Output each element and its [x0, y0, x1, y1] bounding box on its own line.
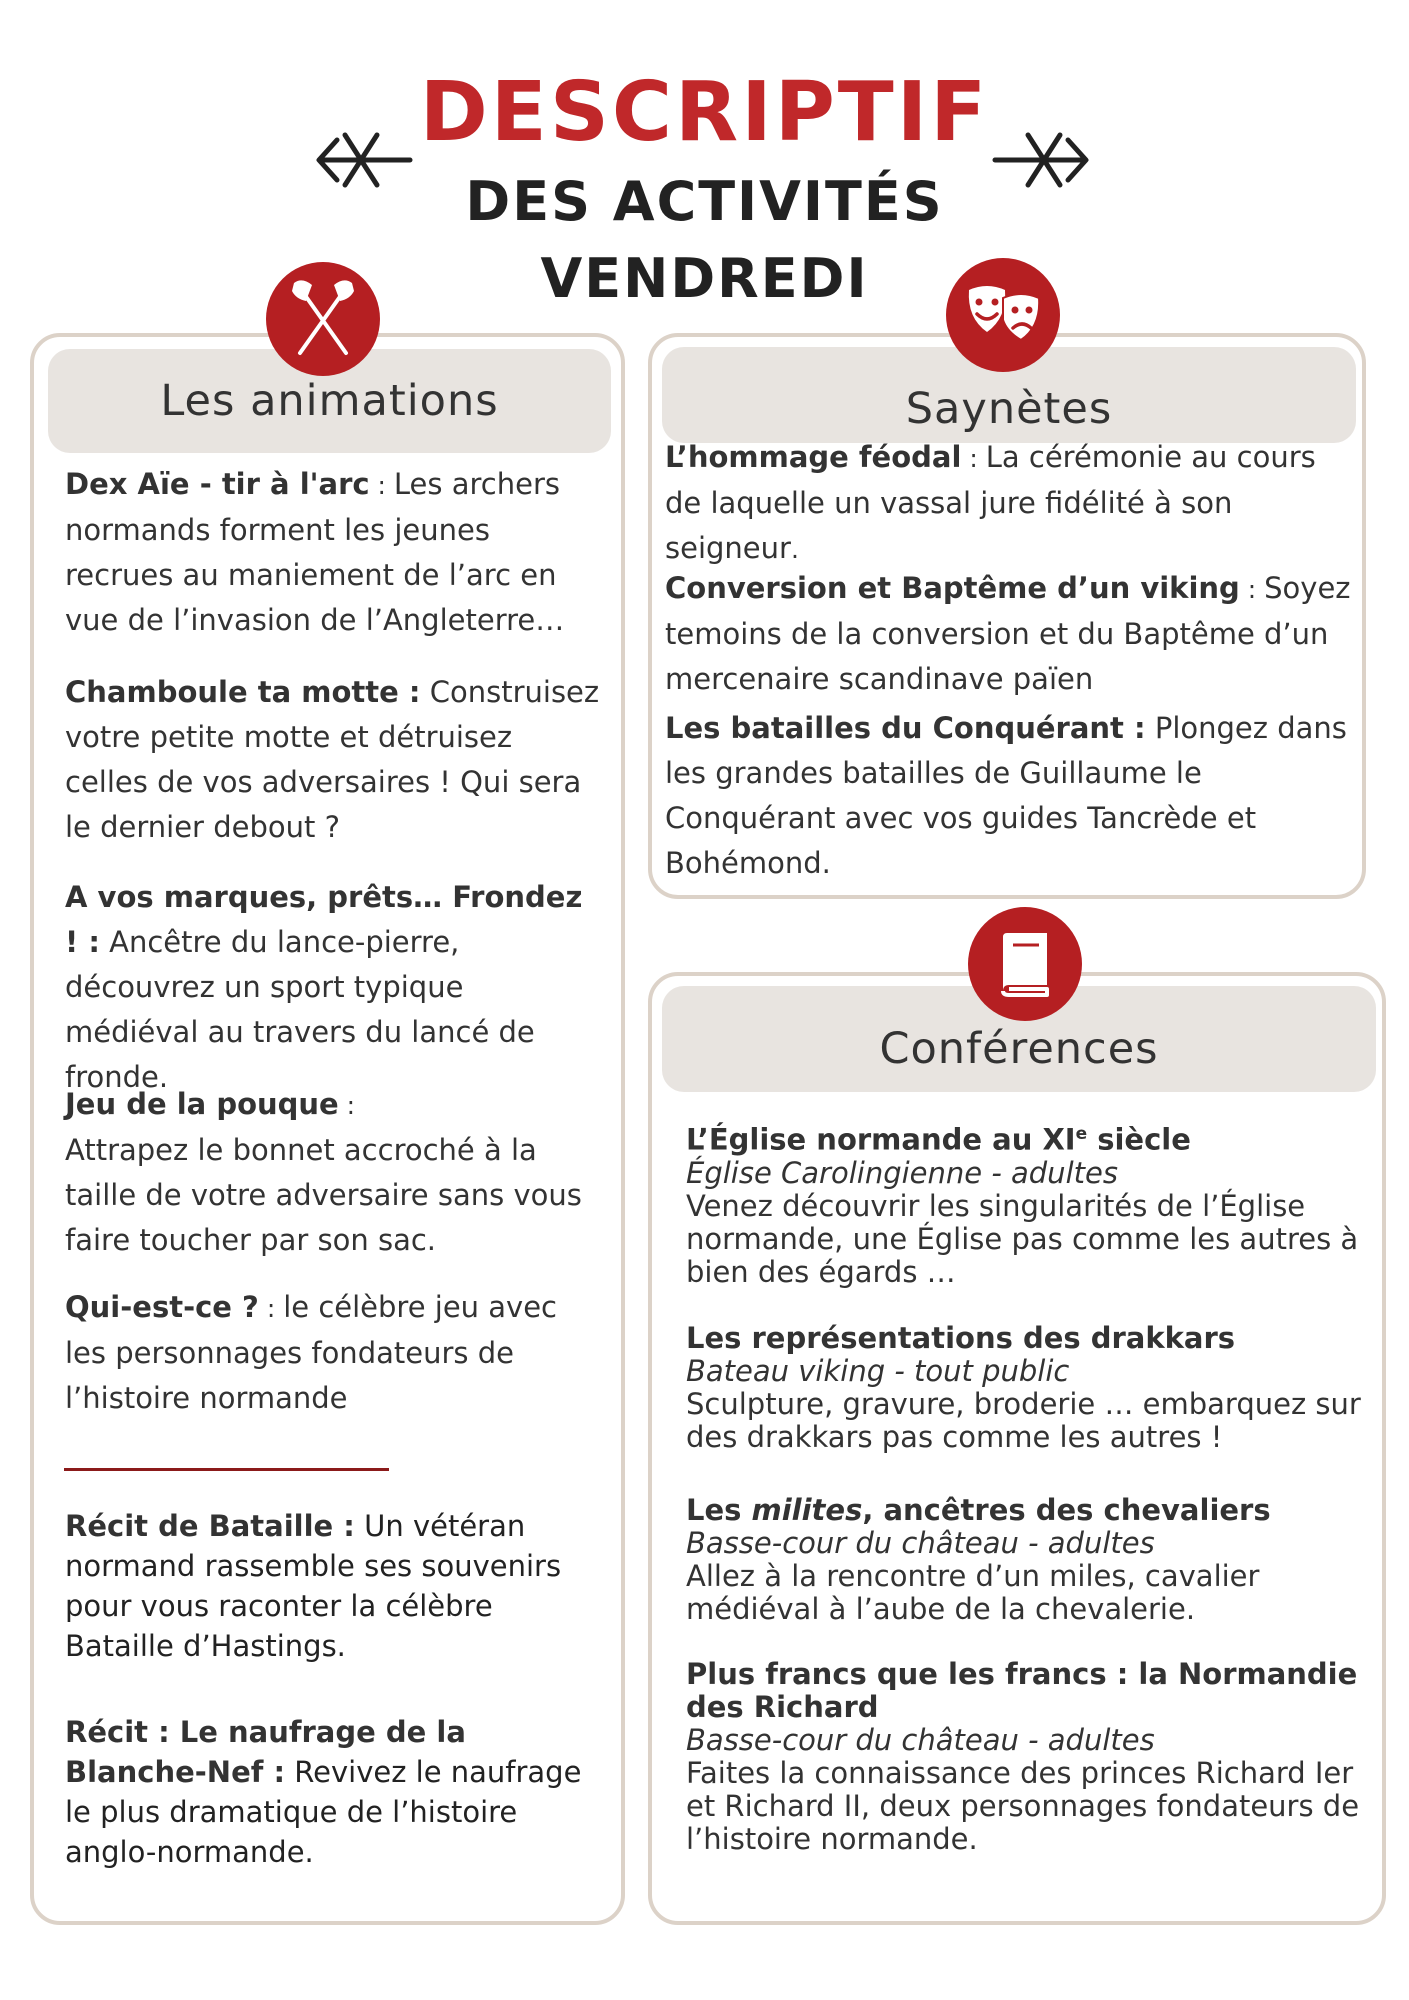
conference-item	[686, 1118, 1361, 1289]
animation-description: Attrapez le bonnet accroché à la taille de votre adversaire sans vous faire toucher par son sac.	[65, 1133, 582, 1257]
conference-subtitle: Basse-cour du château - adultes	[686, 1526, 1155, 1560]
saynete-description: La cérémonie au cours de laquelle un vassal jure fidélité à son seigneur	[665, 440, 1316, 565]
animations-heading: Les animations	[48, 349, 611, 453]
animation-item: Qui-est-ce ? : le célèbre jeu avec les personnages fondateurs de l’histoire normande	[65, 1290, 557, 1415]
saynetes-badge	[946, 258, 1060, 372]
theater-masks-icon	[963, 280, 1043, 350]
saynete-description: Plongez dans les grandes batailles de Guillaume le Conquérant avec vos guides Tancrède et Bohémond.	[665, 711, 1347, 880]
animations-badge	[266, 262, 380, 376]
animation-description: le célèbre jeu avec les personnages fondateurs de l’histoire normande	[65, 1290, 557, 1415]
animation-title: Chamboule ta motte :	[65, 675, 421, 709]
animation-item: Jeu de la pouque : Attrapez le bonnet accroché à la taille de votre adversaire sans vous faire toucher par son sac.	[65, 1087, 582, 1257]
conferences-badge	[968, 907, 1082, 1021]
saynete-description: Soyez temoins de la conversion et du Baptême d’un mercenaire scandinave païen	[665, 571, 1351, 696]
conference-description: Faites la connaissance des princes Richard Ier et Richard II, deux personnages fondateurs de l’histoire normande.	[686, 1756, 1360, 1856]
saynete-title: L’hommage féodal	[665, 440, 962, 474]
page-title: DESCRIPTIF	[419, 65, 990, 160]
crossed-arrows-icon	[990, 125, 1090, 195]
animation-title: Récit : Le naufrage de la Blanche-Nef :	[65, 1715, 466, 1789]
page-subtitle: DES ACTIVITÉS	[465, 170, 944, 233]
conference-description: Sculpture, gravure, broderie … embarquez sur des drakkars pas comme les autres !	[686, 1387, 1361, 1454]
animation-item	[65, 1506, 600, 1666]
animation-item	[65, 1712, 600, 1872]
book-icon	[995, 931, 1055, 997]
conference-subtitle: Bateau viking - tout public	[686, 1354, 1070, 1388]
animation-item: Dex Aïe - tir à l'arc : Les archers normands forment les jeunes recrues au maniement de l’arc en vue de l’invasion de l’Angleterre…	[65, 467, 565, 637]
conference-title: Plus francs que les francs : la Normandie des Richard	[686, 1657, 1358, 1724]
conference-subtitle: Église Carolingienne - adultes	[686, 1155, 1118, 1190]
saynete-title: Les batailles du Conquérant :	[665, 711, 1146, 745]
conference-item	[686, 1658, 1361, 1856]
animation-description: Revivez le naufrage le plus dramatique de l’histoire anglo-normande.	[65, 1755, 582, 1869]
crossed-arrows-icon	[315, 125, 415, 195]
conference-title: Les représentations des drakkars	[686, 1321, 1236, 1355]
animation-description: Construisez votre petite motte et détruisez celles de vos adversaires ! Qui sera le dernier debout ?	[65, 675, 600, 844]
conferences-heading: Conférences	[662, 986, 1376, 1092]
animation-title: Dex Aïe - tir à l'arc	[65, 467, 370, 501]
conference-item	[686, 1322, 1361, 1454]
saynete-item: Conversion et Baptême d’un viking : Soyez temoins de la conversion et du Baptême d’un mercenaire scandinave païen	[665, 571, 1351, 696]
saynete-item: L’hommage féodal : La cérémonie au cours de laquelle un vassal jure fidélité à son seigneur.	[665, 440, 1316, 565]
crossed-axes-icon	[288, 279, 358, 359]
conference-title: Les milites, ancêtres des chevaliers	[686, 1493, 1271, 1527]
conference-subtitle: Basse-cour du château - adultes	[686, 1723, 1155, 1757]
saynete-item	[665, 706, 1355, 886]
saynete-title: Conversion et Baptême d’un viking	[665, 571, 1240, 605]
animation-title: Jeu de la pouque	[65, 1087, 339, 1121]
animation-description: Ancêtre du lance-pierre, découvrez un sport typique médiéval au travers du lancé de fronde.	[65, 925, 535, 1094]
section-divider	[64, 1468, 389, 1471]
conference-title: L’Église normande au XIe siècle	[686, 1122, 1191, 1157]
conference-description: Venez découvrir les singularités de l’Église normande, une Église pas comme les autres à bien des égards …	[686, 1188, 1359, 1289]
conference-item	[686, 1494, 1361, 1626]
animation-title: Récit de Bataille :	[65, 1509, 355, 1543]
page-day: VENDREDI	[540, 247, 869, 310]
saynetes-heading: Saynètes	[662, 347, 1356, 443]
animation-item	[65, 875, 600, 1100]
animation-item	[65, 670, 600, 850]
animation-description: Les archers normands forment les jeunes recrues au maniement de l’arc en vue de l’invasion de l’Angleterre…	[65, 467, 565, 637]
conference-description: Allez à la rencontre d’un miles, cavalier médiéval à l’aube de la chevalerie.	[686, 1559, 1260, 1626]
animation-description: Un vétéran normand rassemble ses souvenirs pour vous raconter la célèbre Bataille d’Hastings.	[65, 1509, 562, 1663]
animation-title: A vos marques, prêts… Frondez ! :	[65, 880, 583, 959]
animation-title: Qui-est-ce ?	[65, 1290, 259, 1324]
